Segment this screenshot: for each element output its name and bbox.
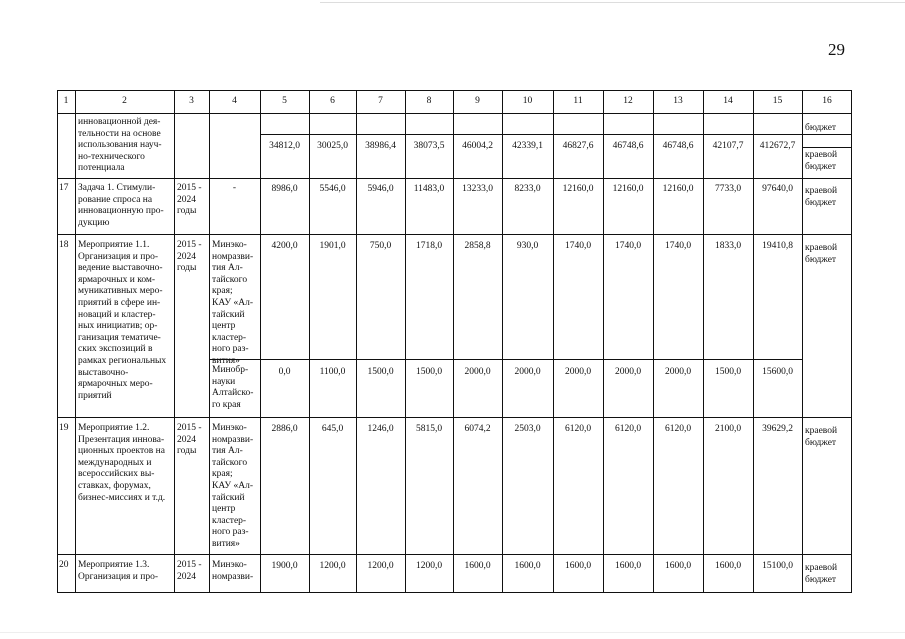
funding-source: краевой бюджет <box>805 186 838 208</box>
table-cell-value: 412672,7 <box>759 141 796 151</box>
table-cell-value: 2503,0 <box>514 424 541 434</box>
table-cell-value: 1600,0 <box>714 561 742 571</box>
table-cell-value: 46827,6 <box>562 141 594 151</box>
row-description: инновационной дея- тельности на основе использования науч- но-технического потенциала <box>78 117 162 174</box>
table-cell-value: 2000,0 <box>514 367 541 377</box>
table-cell-value: 38986,4 <box>365 141 396 151</box>
page-number: 29 <box>828 40 845 59</box>
table-cell-value: 1200,0 <box>367 561 394 571</box>
table-cell-value: 19410,8 <box>762 241 793 251</box>
row-description: Задача 1. Стимули- рование спроса на инновационную про- дукцию <box>78 183 164 228</box>
row-period: 2015 - 2024 годы <box>177 240 202 274</box>
table-cell-value: 7733,0 <box>714 184 742 194</box>
row-period: 2015 - 2024 <box>177 560 202 582</box>
row-period: 2015 - 2024 годы <box>177 423 202 457</box>
scan-edge-line <box>0 632 905 633</box>
table-cell-value: 1600,0 <box>614 561 642 571</box>
table-cell-value: 2000,0 <box>614 367 642 377</box>
header-col-8: 8 <box>426 96 432 106</box>
table-cell-value: 750,0 <box>369 241 392 251</box>
table-cell-value: 30025,0 <box>317 141 348 151</box>
header-col-11: 11 <box>573 96 583 106</box>
header-col-12: 12 <box>623 96 633 106</box>
table-cell-value: 6074,2 <box>464 424 491 434</box>
table-cell-value: 930,0 <box>516 241 539 251</box>
row-executor: Минэко- номразви- <box>212 560 254 582</box>
table-cell-value: 2000,0 <box>564 367 592 377</box>
table-cell-value: 1500,0 <box>415 367 443 377</box>
table-cell-value: 46004,2 <box>462 141 493 151</box>
table-cell-value: 4200,0 <box>271 241 298 251</box>
funding-source: краевой бюджет <box>805 150 838 172</box>
table-cell-value: 46748,6 <box>662 141 694 151</box>
header-col-9: 9 <box>475 96 480 106</box>
table-cell-value: 1740,0 <box>564 241 592 251</box>
table-cell-value: 1900,0 <box>271 561 298 571</box>
header-col-7: 7 <box>378 96 383 106</box>
header-col-1: 1 <box>63 96 69 106</box>
table-cell-value: 8233,0 <box>514 184 541 194</box>
table-cell-value: 39629,2 <box>762 424 793 434</box>
table-cell-value: 11483,0 <box>413 184 445 194</box>
funding-source: краевой бюджет <box>805 563 838 585</box>
table-cell-value: 2100,0 <box>714 424 742 434</box>
table-cell-value: 1600,0 <box>464 561 491 571</box>
table-cell-value: 1500,0 <box>714 367 742 377</box>
funding-source: бюджет <box>805 123 837 133</box>
table-cell-value: 1600,0 <box>664 561 692 571</box>
table-cell-value: 6120,0 <box>664 424 692 434</box>
row-period: 2015 - 2024 годы <box>177 183 202 217</box>
table-cell-value: 1500,0 <box>367 367 394 377</box>
header-col-4: 4 <box>232 96 237 106</box>
table-cell-value: 1740,0 <box>664 241 692 251</box>
header-col-16: 16 <box>822 96 832 106</box>
table-cell-value: 5546,0 <box>319 184 346 194</box>
row-number: 17 <box>59 183 69 193</box>
header-col-10: 10 <box>522 96 533 106</box>
row-executor: Минэко- номразви- тия Ал- тайского края; КАУ «Ал- тайский центр кластер- ного раз- вития» <box>212 240 254 366</box>
table-cell-value: 12160,0 <box>662 184 694 194</box>
header-col-13: 13 <box>673 96 683 106</box>
table-cell-value: 1833,0 <box>714 241 742 251</box>
row-executor: - <box>232 183 237 193</box>
funding-source: краевой бюджет <box>805 243 838 265</box>
table-cell-value: 1600,0 <box>514 561 541 571</box>
table-cell-value: 2886,0 <box>271 424 298 434</box>
header-col-5: 5 <box>282 96 287 106</box>
header-col-3: 3 <box>189 96 194 106</box>
header-col-6: 6 <box>330 96 335 106</box>
table-cell-value: 34812,0 <box>269 141 300 151</box>
row-executor: Минэко- номразви- тия Ал- тайского края; КАУ «Ал- тайский центр кластер- ного раз- вития» <box>212 423 254 549</box>
funding-source: краевой бюджет <box>805 426 838 448</box>
table-cell-value: 1100,0 <box>319 367 346 377</box>
table-cell-value: 645,0 <box>321 424 344 434</box>
row-executor: Минобр- науки Алтайско- го края <box>212 365 254 410</box>
table-cell-value: 0,0 <box>278 367 291 377</box>
table-cell-value: 8986,0 <box>271 184 298 194</box>
table-cell-value: 46748,6 <box>612 141 644 151</box>
table-cell-value: 1600,0 <box>564 561 592 571</box>
table-cell-value: 15600,0 <box>762 367 793 377</box>
table-cell-value: 42107,7 <box>712 141 744 151</box>
table-cell-value: 1901,0 <box>319 241 346 251</box>
table-cell-value: 1246,0 <box>367 424 394 434</box>
table-cell-value: 97640,0 <box>762 184 793 194</box>
row-number: 20 <box>59 560 69 570</box>
table-cell-value: 15100,0 <box>762 561 793 571</box>
header-col-14: 14 <box>723 96 733 106</box>
table-cell-value: 1718,0 <box>415 241 443 251</box>
table-cell-value: 13233,0 <box>462 184 493 194</box>
header-col-15: 15 <box>772 96 783 106</box>
table-cell-value: 5946,0 <box>367 184 394 194</box>
table-cell-value: 6120,0 <box>614 424 642 434</box>
table-cell-value: 5815,0 <box>415 424 443 434</box>
header-col-2: 2 <box>122 96 127 106</box>
table-cell-value: 2000,0 <box>464 367 491 377</box>
table-cell-value: 1740,0 <box>614 241 642 251</box>
row-number: 18 <box>59 240 69 250</box>
row-description: Мероприятие 1.2. Презентация иннова- ционных проектов на международных и всероссийских вы- ставках, форумах, бизнес-миссиях и т.д. <box>78 423 166 503</box>
table-cell-value: 2858,8 <box>464 241 491 251</box>
table-cell-value: 2000,0 <box>664 367 692 377</box>
table-cell-value: 42339,1 <box>512 141 543 151</box>
table-cell-value: 1200,0 <box>319 561 346 571</box>
row-description: Мероприятие 1.1. Организация и про- ведение выставочно- ярмарочных и ком- муникативных меро- приятий в сфере ин- новаций и кластер- ных инициатив; ор- ганизация тематиче- ских экспозиций в рамках региональных выставочно- ярмарочных меро- приятий <box>78 240 167 401</box>
table-cell-value: 12160,0 <box>612 184 644 194</box>
table-cell-value: 6120,0 <box>564 424 592 434</box>
table-cell-value: 1200,0 <box>415 561 443 571</box>
row-description: Мероприятие 1.3. Организация и про- <box>78 560 158 582</box>
table-cell-value: 12160,0 <box>562 184 594 194</box>
table-cell-value: 38073,5 <box>413 141 445 151</box>
row-number: 19 <box>59 423 69 433</box>
